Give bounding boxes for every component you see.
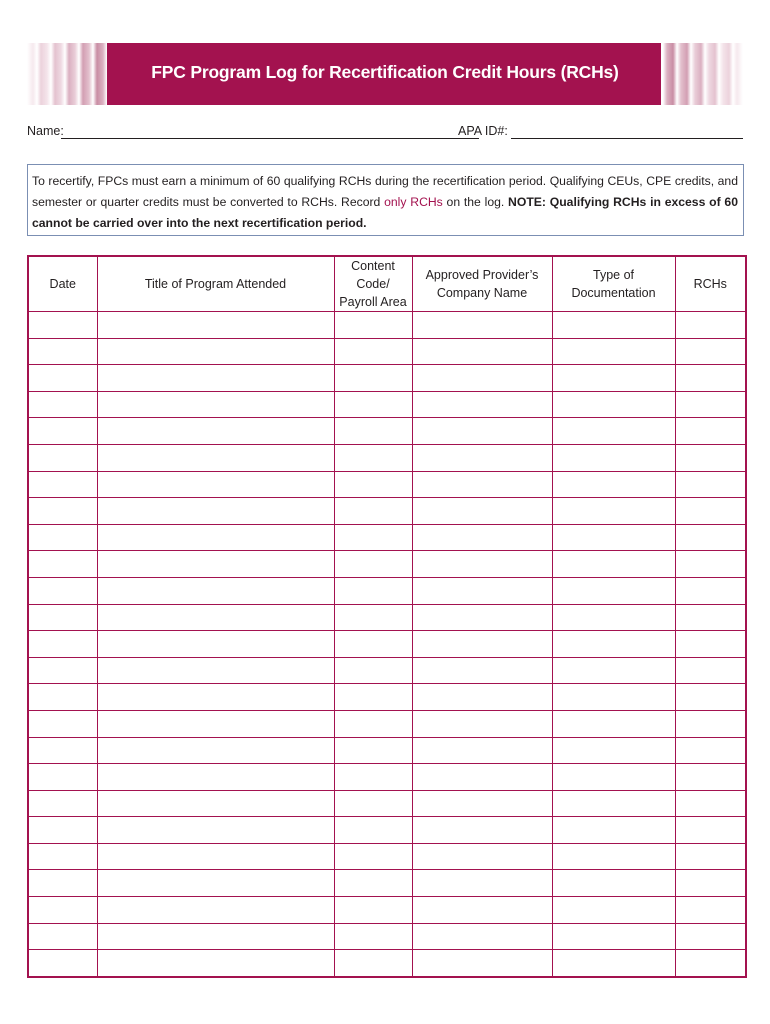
table-header-row — [28, 256, 746, 312]
table-row — [28, 657, 746, 684]
table-row — [28, 843, 746, 870]
title-cell[interactable] — [97, 418, 334, 445]
date-cell[interactable] — [28, 790, 97, 817]
documentation-cell[interactable] — [552, 604, 675, 631]
table-row — [28, 870, 746, 897]
table-row — [28, 471, 746, 498]
rchs-cell[interactable] — [675, 498, 746, 525]
rchs-cell[interactable] — [675, 950, 746, 977]
content-code-cell[interactable] — [334, 657, 412, 684]
title-cell[interactable] — [97, 737, 334, 764]
content-code-cell[interactable] — [334, 764, 412, 791]
column-header-line: Company Name — [436, 286, 528, 300]
title-cell[interactable] — [97, 950, 334, 977]
table-row — [28, 684, 746, 711]
program-log-table — [27, 255, 747, 978]
date-cell[interactable] — [28, 498, 97, 525]
title-cell[interactable] — [97, 684, 334, 711]
content-code-cell[interactable] — [334, 923, 412, 950]
documentation-cell[interactable] — [552, 444, 675, 471]
page-title: FPC Program Log for Recertification Credit Hours (RCHs) — [151, 61, 619, 82]
title-cell[interactable] — [97, 870, 334, 897]
instructions-box — [27, 164, 744, 236]
provider-cell[interactable] — [412, 365, 552, 392]
content-code-cell[interactable] — [334, 631, 412, 658]
date-cell[interactable] — [28, 631, 97, 658]
instructions-note: NOTE: Qualifying RCHs in excess of 60 cannot be carried over into the next recertification period. — [32, 195, 738, 230]
documentation-cell[interactable] — [552, 471, 675, 498]
rchs-cell[interactable] — [675, 684, 746, 711]
title-cell[interactable] — [97, 657, 334, 684]
title-cell[interactable] — [97, 471, 334, 498]
rchs-cell[interactable] — [675, 524, 746, 551]
rchs-cell[interactable] — [675, 471, 746, 498]
date-cell[interactable] — [28, 524, 97, 551]
documentation-cell[interactable] — [552, 365, 675, 392]
date-cell[interactable] — [28, 923, 97, 950]
provider-cell[interactable] — [412, 524, 552, 551]
date-cell[interactable] — [28, 684, 97, 711]
title-cell[interactable] — [97, 764, 334, 791]
content-code-cell[interactable] — [334, 950, 412, 977]
date-cell[interactable] — [28, 870, 97, 897]
documentation-cell[interactable] — [552, 684, 675, 711]
content-code-cell[interactable] — [334, 710, 412, 737]
content-code-cell[interactable] — [334, 471, 412, 498]
apa-id-label: APA ID#: — [458, 124, 508, 138]
content-code-cell[interactable] — [334, 312, 412, 339]
documentation-cell[interactable] — [552, 391, 675, 418]
column-header-line: RCHs — [693, 277, 727, 291]
documentation-cell[interactable] — [552, 764, 675, 791]
content-code-cell[interactable] — [334, 870, 412, 897]
documentation-cell[interactable] — [552, 498, 675, 525]
content-code-cell[interactable] — [334, 843, 412, 870]
rchs-cell[interactable] — [675, 577, 746, 604]
documentation-cell[interactable] — [552, 338, 675, 365]
rchs-cell[interactable] — [675, 870, 746, 897]
column-header-provider — [412, 256, 552, 312]
provider-cell[interactable] — [412, 817, 552, 844]
instructions-text: To recertify, FPCs must earn a minimum of 60 qualifying RCHs during the recertification period. Qualifying CEUs, CPE credits, and semester or quarter credits must be converted to RCHs. Record — [32, 174, 738, 209]
content-code-cell[interactable] — [334, 604, 412, 631]
documentation-cell[interactable] — [552, 950, 675, 977]
rchs-cell[interactable] — [675, 843, 746, 870]
documentation-cell[interactable] — [552, 312, 675, 339]
date-cell[interactable] — [28, 391, 97, 418]
column-header-line: Date — [49, 277, 76, 291]
content-code-cell[interactable] — [334, 790, 412, 817]
identity-row — [27, 124, 743, 144]
title-cell[interactable] — [97, 577, 334, 604]
content-code-cell[interactable] — [334, 524, 412, 551]
title-cell[interactable] — [97, 498, 334, 525]
provider-cell[interactable] — [412, 950, 552, 977]
rchs-cell[interactable] — [675, 764, 746, 791]
column-header-rchs — [675, 256, 746, 312]
provider-cell[interactable] — [412, 551, 552, 578]
content-code-cell[interactable] — [334, 684, 412, 711]
provider-cell[interactable] — [412, 312, 552, 339]
provider-cell[interactable] — [412, 498, 552, 525]
date-cell[interactable] — [28, 843, 97, 870]
provider-cell[interactable] — [412, 577, 552, 604]
date-cell[interactable] — [28, 817, 97, 844]
column-header-line: Type of Documentation — [571, 268, 656, 300]
table-row — [28, 817, 746, 844]
table-row — [28, 710, 746, 737]
documentation-cell[interactable] — [552, 843, 675, 870]
table-row — [28, 737, 746, 764]
title-cell[interactable] — [97, 710, 334, 737]
table-row — [28, 631, 746, 658]
date-cell[interactable] — [28, 764, 97, 791]
date-cell[interactable] — [28, 418, 97, 445]
provider-cell[interactable] — [412, 710, 552, 737]
table-row — [28, 790, 746, 817]
column-header-documentation — [552, 256, 675, 312]
date-cell[interactable] — [28, 710, 97, 737]
date-cell[interactable] — [28, 312, 97, 339]
table-row — [28, 897, 746, 924]
provider-cell[interactable] — [412, 737, 552, 764]
date-cell[interactable] — [28, 737, 97, 764]
table-row — [28, 365, 746, 392]
rchs-cell[interactable] — [675, 338, 746, 365]
apa-id-field[interactable] — [511, 138, 743, 139]
documentation-cell[interactable] — [552, 657, 675, 684]
column-header-line: Content Code/ — [351, 259, 395, 291]
table-row — [28, 498, 746, 525]
title-cell[interactable] — [97, 843, 334, 870]
content-code-cell[interactable] — [334, 577, 412, 604]
date-cell[interactable] — [28, 338, 97, 365]
documentation-cell[interactable] — [552, 870, 675, 897]
provider-cell[interactable] — [412, 471, 552, 498]
date-cell[interactable] — [28, 950, 97, 977]
provider-cell[interactable] — [412, 631, 552, 658]
decorative-stripes-left — [27, 43, 109, 105]
title-cell[interactable] — [97, 604, 334, 631]
documentation-cell[interactable] — [552, 817, 675, 844]
header-banner — [27, 43, 743, 105]
title-bar — [107, 43, 663, 105]
documentation-cell[interactable] — [552, 577, 675, 604]
provider-cell[interactable] — [412, 790, 552, 817]
decorative-stripes-right — [661, 43, 743, 105]
table-row — [28, 338, 746, 365]
date-cell[interactable] — [28, 897, 97, 924]
documentation-cell[interactable] — [552, 710, 675, 737]
title-cell[interactable] — [97, 897, 334, 924]
title-cell[interactable] — [97, 551, 334, 578]
provider-cell[interactable] — [412, 923, 552, 950]
content-code-cell[interactable] — [334, 418, 412, 445]
provider-cell[interactable] — [412, 897, 552, 924]
name-label: Name: — [27, 124, 64, 138]
documentation-cell[interactable] — [552, 923, 675, 950]
table-body — [28, 312, 746, 977]
table-row — [28, 444, 746, 471]
table-row — [28, 524, 746, 551]
title-cell[interactable] — [97, 365, 334, 392]
provider-cell[interactable] — [412, 604, 552, 631]
table-row — [28, 551, 746, 578]
provider-cell[interactable] — [412, 843, 552, 870]
documentation-cell[interactable] — [552, 524, 675, 551]
documentation-cell[interactable] — [552, 631, 675, 658]
table-row — [28, 950, 746, 977]
title-cell[interactable] — [97, 391, 334, 418]
column-header-line: Title of Program Attended — [144, 277, 287, 291]
provider-cell[interactable] — [412, 684, 552, 711]
table-row — [28, 604, 746, 631]
documentation-cell[interactable] — [552, 737, 675, 764]
rchs-cell[interactable] — [675, 737, 746, 764]
table-row — [28, 764, 746, 791]
title-cell[interactable] — [97, 312, 334, 339]
provider-cell[interactable] — [412, 657, 552, 684]
title-cell[interactable] — [97, 923, 334, 950]
date-cell[interactable] — [28, 444, 97, 471]
rchs-cell[interactable] — [675, 604, 746, 631]
table-row — [28, 577, 746, 604]
column-header-line: Approved Provider’s — [425, 268, 539, 282]
rchs-cell[interactable] — [675, 391, 746, 418]
column-header-title — [97, 256, 334, 312]
rchs-cell[interactable] — [675, 418, 746, 445]
rchs-cell[interactable] — [675, 817, 746, 844]
title-cell[interactable] — [97, 338, 334, 365]
date-cell[interactable] — [28, 604, 97, 631]
rchs-cell[interactable] — [675, 897, 746, 924]
documentation-cell[interactable] — [552, 418, 675, 445]
table-row — [28, 391, 746, 418]
documentation-cell[interactable] — [552, 897, 675, 924]
rchs-cell[interactable] — [675, 444, 746, 471]
title-cell[interactable] — [97, 790, 334, 817]
title-cell[interactable] — [97, 817, 334, 844]
table-row — [28, 312, 746, 339]
table-row — [28, 418, 746, 445]
rchs-cell[interactable] — [675, 710, 746, 737]
content-code-cell[interactable] — [334, 498, 412, 525]
date-cell[interactable] — [28, 577, 97, 604]
provider-cell[interactable] — [412, 764, 552, 791]
date-cell[interactable] — [28, 551, 97, 578]
title-cell[interactable] — [97, 631, 334, 658]
instructions-highlight: only RCHs — [384, 195, 443, 209]
date-cell[interactable] — [28, 365, 97, 392]
rchs-cell[interactable] — [675, 551, 746, 578]
table-row — [28, 923, 746, 950]
rchs-cell[interactable] — [675, 790, 746, 817]
content-code-cell[interactable] — [334, 444, 412, 471]
documentation-cell[interactable] — [552, 551, 675, 578]
content-code-cell[interactable] — [334, 391, 412, 418]
rchs-cell[interactable] — [675, 631, 746, 658]
rchs-cell[interactable] — [675, 923, 746, 950]
provider-cell[interactable] — [412, 870, 552, 897]
content-code-cell[interactable] — [334, 737, 412, 764]
content-code-cell[interactable] — [334, 551, 412, 578]
rchs-cell[interactable] — [675, 365, 746, 392]
documentation-cell[interactable] — [552, 790, 675, 817]
provider-cell[interactable] — [412, 418, 552, 445]
provider-cell[interactable] — [412, 338, 552, 365]
name-field[interactable] — [61, 138, 479, 139]
instructions-text-2: on the log. — [442, 195, 509, 209]
content-code-cell[interactable] — [334, 338, 412, 365]
column-header-line: Payroll Area — [339, 295, 407, 309]
content-code-cell[interactable] — [334, 897, 412, 924]
column-header-date — [28, 256, 97, 312]
provider-cell[interactable] — [412, 444, 552, 471]
date-cell[interactable] — [28, 471, 97, 498]
date-cell[interactable] — [28, 657, 97, 684]
provider-cell[interactable] — [412, 391, 552, 418]
rchs-cell[interactable] — [675, 312, 746, 339]
content-code-cell[interactable] — [334, 365, 412, 392]
content-code-cell[interactable] — [334, 817, 412, 844]
column-header-content-code — [334, 256, 412, 312]
title-cell[interactable] — [97, 524, 334, 551]
title-cell[interactable] — [97, 444, 334, 471]
rchs-cell[interactable] — [675, 657, 746, 684]
